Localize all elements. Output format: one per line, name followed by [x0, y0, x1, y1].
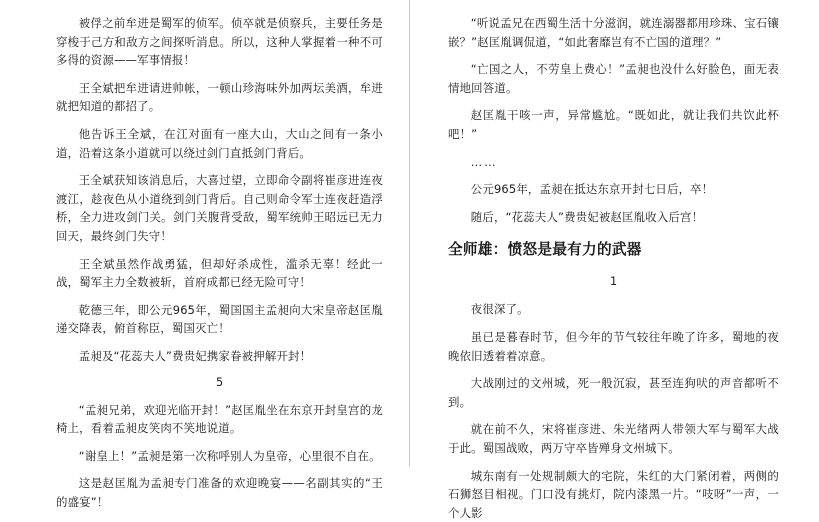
page-number: 5 [56, 375, 383, 391]
paragraph: 这是赵匡胤为孟昶专门准备的欢迎晚宴——名副其实的“王的盛宴”！ [56, 474, 383, 511]
paragraph: 孟昶及“花蕊夫人”费贵妃携家眷被押解开封！ [56, 347, 383, 366]
paragraph: 王全斌虽然作战勇猛，但却好杀成性，滥杀无辜！经此一战，蜀军主力全数被斩，首府成都已经无险可守！ [56, 255, 383, 292]
right-page [410, 0, 819, 467]
paragraph: 乾德三年，即公元965年，蜀国国主孟昶向大宋皇帝赵匡胤递交降表，俯首称臣，蜀国灭亡！ [56, 301, 383, 338]
paragraph: 王全斌把牟进请进帅帐，一顿山珍海味外加两坛美酒，牟进就把知道的都招了。 [56, 79, 383, 116]
ellipsis-break: …… [448, 153, 779, 172]
paragraph: “亡国之人，不劳皇上费心！”孟昶也没什么好脸色，面无表情地回答道。 [448, 60, 779, 97]
paragraph: “谢皇上！”孟昶是第一次称呼别人为皇帝，心里很不自在。 [56, 447, 383, 466]
paragraph: 王全斌获知该消息后，大喜过望，立即命令副将崔彦进连夜渡江，趁夜色从小道绕到剑门背后。自己则命令军士连夜赶造浮桥，全力进攻剑门关。剑门关腹背受敌，蜀军统帅王昭远已无力回天，最终剑门失守！ [56, 171, 383, 245]
paragraph: 夜很深了。 [448, 300, 779, 319]
paragraph: 他告诉王全斌，在江对面有一座大山，大山之间有一条小道，沿着这条小道就可以绕过剑门直抵剑门背后。 [56, 125, 383, 162]
paragraph: “孟昶兄弟，欢迎光临开封！”赵匡胤坐在东京开封皇宫的龙椅上，看着孟昶皮笑肉不笑地说道。 [56, 401, 383, 438]
chapter-title: 全师雄：愤怒是最有力的武器 [448, 240, 779, 260]
left-page [0, 0, 409, 467]
paragraph: 公元965年，孟昶在抵达东京开封七日后，卒！ [448, 180, 779, 199]
paragraph: 随后，“花蕊夫人”费贵妃被赵匡胤收入后宫！ [448, 208, 779, 227]
paragraph: 被俘之前牟进是蜀军的侦军。侦卒就是侦察兵，主要任务是穿梭于己方和敌方之间探听消息。所以，这种人掌握着一种不可多得的资源——军事情报！ [56, 14, 383, 70]
paragraph: 虽已是暮春时节，但今年的节气较往年晚了许多，蜀地的夜晚依旧透着着凉意。 [448, 328, 779, 365]
paragraph: 就在前不久，宋将崔彦进、朱光绪两人带领大军与蜀军大战于此。蜀国战败，两万守卒皆殚身文州城下。 [448, 420, 779, 457]
paragraph: 赵匡胤干咳一声，异常尴尬。“既如此，就让我们共饮此杯吧！” [448, 106, 779, 143]
paragraph: “听说孟兄在西蜀生活十分滋润，就连溺器都用珍珠、宝石镶嵌？”赵匡胤调侃道，“如此奢靡岂有不亡国的道理？” [448, 14, 779, 51]
paragraph: 城东南有一处规制颇大的宅院，朱红的大门紧闭着，两侧的石狮怒目相视。门口没有挑灯，院内漆黑一片。“吱呀”一声，一个人影 [448, 467, 779, 522]
paragraph: 大战刚过的文州城，死一般沉寂，甚至连狗吠的声音都听不到。 [448, 374, 779, 411]
section-number: 1 [448, 274, 779, 290]
